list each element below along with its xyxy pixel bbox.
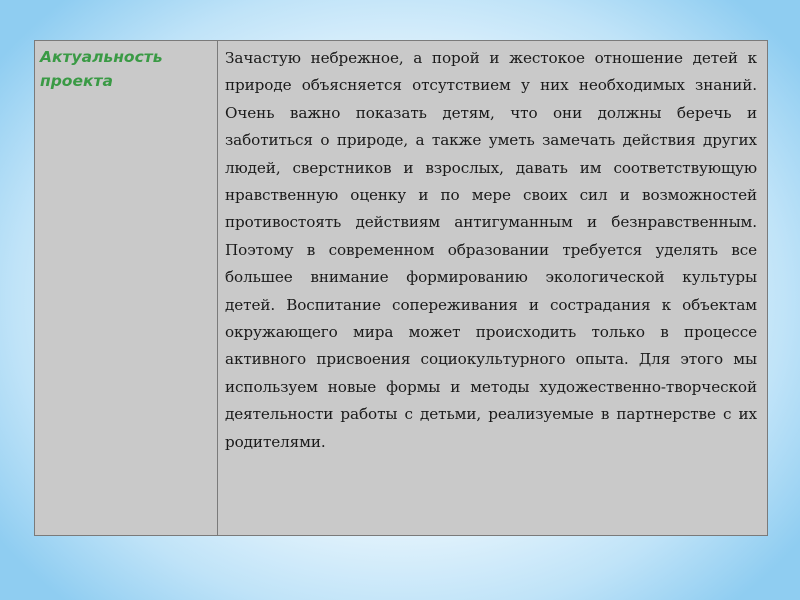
info-table — [34, 40, 768, 536]
content-cell — [218, 41, 767, 535]
section-label: Актуальность проекта — [40, 48, 163, 90]
label-cell — [35, 41, 218, 535]
section-content: Зачастую небрежное, а порой и жестокое отношение детей к природе объясняется отсутствием у них необходимых знаний. Очень важно показать детям, что они должны беречь и заботиться о природе, а также уметь замечать действия других людей, сверстников и взрослых, давать им соответствующую нравственную оценку и по мере своих сил и возможностей противостоять действиям антигуманным и безнравственным. Поэтому в современном образовании требуется уделять все большее внимание формированию экологической культуры детей. Воспитание сопереживания и сострадания к объектам окружающего мира может происходить только в процессе активного присвоения социокультурного опыта. Для этого мы используем новые формы и методы художественно-творческой деятельности работы с детьми, реализуемые в партнерстве с их родителями. — [225, 49, 757, 451]
